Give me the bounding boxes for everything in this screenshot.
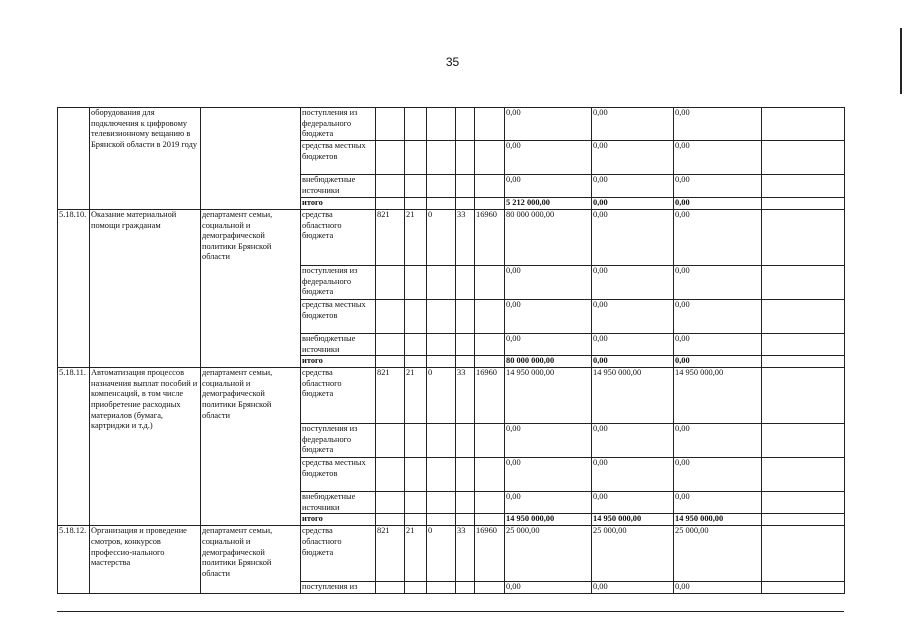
amount-cell: 0,00 xyxy=(505,334,592,356)
table-row xyxy=(58,526,845,582)
page-number: 35 xyxy=(445,55,460,69)
funding-source-cell: средства областного бюджета xyxy=(301,210,376,266)
budget-code-cell xyxy=(427,424,456,458)
amount-cell: 0,00 xyxy=(505,582,592,594)
amount-cell: 5 212 000,00 xyxy=(505,198,592,210)
empty-cell xyxy=(762,175,845,198)
executor-cell: департамент семьи, социальной и демографической политики Брянской области xyxy=(201,210,301,368)
amount-cell: 0,00 xyxy=(592,175,674,198)
budget-code-cell xyxy=(376,424,405,458)
empty-cell xyxy=(762,266,845,300)
budget-code-cell xyxy=(427,514,456,526)
budget-code-cell: 16960 xyxy=(475,210,505,266)
funding-source-cell: поступления из xyxy=(301,582,376,594)
budget-code-cell: 0 xyxy=(427,368,456,424)
amount-cell: 14 950 000,00 xyxy=(592,514,674,526)
funding-source-cell: поступления из федерального бюджета xyxy=(301,424,376,458)
budget-code-cell xyxy=(427,175,456,198)
empty-cell xyxy=(762,210,845,266)
budget-code-cell xyxy=(475,108,505,141)
scan-edge-mark xyxy=(900,28,902,94)
budget-code-cell xyxy=(376,514,405,526)
empty-cell xyxy=(762,334,845,356)
budget-code-cell xyxy=(456,266,475,300)
budget-code-cell: 21 xyxy=(405,210,427,266)
amount-cell: 0,00 xyxy=(505,175,592,198)
amount-cell: 0,00 xyxy=(592,458,674,492)
item-number-cell: 5.18.11. xyxy=(58,368,90,526)
amount-cell: 25 000,00 xyxy=(505,526,592,582)
budget-code-cell xyxy=(456,424,475,458)
budget-code-cell xyxy=(475,334,505,356)
budget-code-cell: 33 xyxy=(456,526,475,582)
budget-code-cell xyxy=(475,141,505,175)
budget-code-cell xyxy=(456,300,475,334)
budget-code-cell xyxy=(405,582,427,594)
budget-code-cell: 821 xyxy=(376,210,405,266)
amount-cell: 0,00 xyxy=(592,300,674,334)
budget-code-cell xyxy=(405,424,427,458)
budget-code-cell xyxy=(475,175,505,198)
amount-cell: 0,00 xyxy=(592,108,674,141)
amount-cell: 0,00 xyxy=(674,582,762,594)
amount-cell: 80 000 000,00 xyxy=(505,356,592,368)
empty-cell xyxy=(762,526,845,582)
budget-code-cell: 21 xyxy=(405,368,427,424)
budget-code-cell xyxy=(427,334,456,356)
table-row xyxy=(58,210,845,266)
budget-code-cell xyxy=(456,198,475,210)
funding-source-cell: итого xyxy=(301,198,376,210)
empty-cell xyxy=(762,368,845,424)
item-name-cell: Организация и проведение смотров, конкурсов профессио-нального мастерства xyxy=(90,526,201,594)
funding-source-cell: внебюджетные источники xyxy=(301,492,376,514)
amount-cell: 0,00 xyxy=(592,334,674,356)
budget-code-cell xyxy=(405,492,427,514)
amount-cell: 25 000,00 xyxy=(592,526,674,582)
budget-code-cell xyxy=(475,198,505,210)
amount-cell: 0,00 xyxy=(674,356,762,368)
budget-code-cell xyxy=(376,141,405,175)
table-row xyxy=(58,108,845,141)
amount-cell: 0,00 xyxy=(674,198,762,210)
budget-code-cell xyxy=(427,300,456,334)
budget-code-cell: 0 xyxy=(427,210,456,266)
amount-cell: 0,00 xyxy=(674,300,762,334)
budget-code-cell xyxy=(376,266,405,300)
empty-cell xyxy=(762,300,845,334)
budget-code-cell xyxy=(405,266,427,300)
funding-source-cell: поступления из федерального бюджета xyxy=(301,108,376,141)
amount-cell: 0,00 xyxy=(505,141,592,175)
empty-cell xyxy=(762,514,845,526)
empty-cell xyxy=(762,198,845,210)
budget-code-cell xyxy=(456,582,475,594)
budget-code-cell xyxy=(405,108,427,141)
budget-code-cell xyxy=(475,492,505,514)
budget-code-cell xyxy=(376,356,405,368)
amount-cell: 14 950 000,00 xyxy=(505,368,592,424)
budget-code-cell xyxy=(405,356,427,368)
budget-code-cell xyxy=(405,198,427,210)
budget-code-cell xyxy=(475,266,505,300)
budget-code-cell xyxy=(475,458,505,492)
item-name-cell: Оказание материальной помощи гражданам xyxy=(90,210,201,368)
budget-code-cell xyxy=(427,141,456,175)
budget-code-cell xyxy=(475,514,505,526)
amount-cell: 0,00 xyxy=(592,198,674,210)
budget-code-cell xyxy=(427,266,456,300)
item-name-cell: Автоматизация процессов назначения выплат пособий и компенсаций, в том числе приобретение расходных материалов (бумага, картриджи и т.д.) xyxy=(90,368,201,526)
budget-code-cell: 16960 xyxy=(475,368,505,424)
funding-source-cell: средства областного бюджета xyxy=(301,526,376,582)
budget-code-cell xyxy=(405,334,427,356)
budget-table xyxy=(57,107,845,594)
budget-code-cell xyxy=(475,424,505,458)
funding-source-cell: поступления из федерального бюджета xyxy=(301,266,376,300)
budget-code-cell xyxy=(376,198,405,210)
amount-cell: 80 000 000,00 xyxy=(505,210,592,266)
empty-cell xyxy=(762,356,845,368)
amount-cell: 0,00 xyxy=(592,266,674,300)
budget-code-cell xyxy=(456,141,475,175)
funding-source-cell: средства местных бюджетов xyxy=(301,458,376,492)
amount-cell: 0,00 xyxy=(674,266,762,300)
budget-code-cell xyxy=(456,334,475,356)
budget-code-cell xyxy=(376,334,405,356)
executor-cell: департамент семьи, социальной и демографической политики Брянской области xyxy=(201,526,301,594)
budget-code-cell xyxy=(405,141,427,175)
amount-cell: 0,00 xyxy=(592,424,674,458)
budget-code-cell xyxy=(376,300,405,334)
amount-cell: 0,00 xyxy=(592,492,674,514)
budget-code-cell xyxy=(376,108,405,141)
amount-cell: 0,00 xyxy=(674,210,762,266)
funding-source-cell: средства местных бюджетов xyxy=(301,141,376,175)
budget-code-cell xyxy=(376,458,405,492)
amount-cell: 0,00 xyxy=(674,492,762,514)
amount-cell: 0,00 xyxy=(592,356,674,368)
budget-code-cell xyxy=(405,300,427,334)
amount-cell: 0,00 xyxy=(674,458,762,492)
budget-code-cell: 33 xyxy=(456,210,475,266)
amount-cell: 0,00 xyxy=(674,141,762,175)
budget-code-cell: 821 xyxy=(376,368,405,424)
budget-code-cell xyxy=(376,492,405,514)
amount-cell: 0,00 xyxy=(505,266,592,300)
amount-cell: 0,00 xyxy=(592,210,674,266)
budget-code-cell xyxy=(456,356,475,368)
budget-code-cell xyxy=(376,582,405,594)
executor-cell: департамент семьи, социальной и демографической политики Брянской области xyxy=(201,368,301,526)
empty-cell xyxy=(762,458,845,492)
budget-code-cell xyxy=(427,198,456,210)
budget-code-cell: 21 xyxy=(405,526,427,582)
funding-source-cell: итого xyxy=(301,356,376,368)
amount-cell: 14 950 000,00 xyxy=(674,514,762,526)
budget-code-cell: 821 xyxy=(376,526,405,582)
item-name-cell: оборудования для подключения к цифровому телевизионному вещанию в Брянской области в 2019 году xyxy=(90,108,201,210)
item-number-cell: 5.18.10. xyxy=(58,210,90,368)
budget-code-cell xyxy=(427,458,456,492)
amount-cell: 0,00 xyxy=(505,108,592,141)
table-row xyxy=(58,368,845,424)
budget-code-cell xyxy=(405,458,427,492)
empty-cell xyxy=(762,141,845,175)
amount-cell: 0,00 xyxy=(505,492,592,514)
budget-code-cell xyxy=(475,582,505,594)
budget-code-cell xyxy=(456,492,475,514)
budget-code-cell: 0 xyxy=(427,526,456,582)
amount-cell: 14 950 000,00 xyxy=(674,368,762,424)
funding-source-cell: средства местных бюджетов xyxy=(301,300,376,334)
amount-cell: 0,00 xyxy=(505,424,592,458)
budget-code-cell xyxy=(456,514,475,526)
amount-cell: 14 950 000,00 xyxy=(592,368,674,424)
funding-source-cell: средства областного бюджета xyxy=(301,368,376,424)
amount-cell: 0,00 xyxy=(674,175,762,198)
budget-code-cell xyxy=(456,458,475,492)
funding-source-cell: внебюджетные источники xyxy=(301,334,376,356)
amount-cell: 0,00 xyxy=(505,300,592,334)
amount-cell: 0,00 xyxy=(674,108,762,141)
funding-source-cell: итого xyxy=(301,514,376,526)
amount-cell: 0,00 xyxy=(592,582,674,594)
funding-source-cell: внебюджетные источники xyxy=(301,175,376,198)
budget-code-cell xyxy=(427,356,456,368)
budget-code-cell: 16960 xyxy=(475,526,505,582)
table-bottom-rule xyxy=(57,611,844,612)
budget-code-cell: 33 xyxy=(456,368,475,424)
budget-code-cell xyxy=(405,175,427,198)
budget-code-cell xyxy=(376,175,405,198)
budget-code-cell xyxy=(427,492,456,514)
amount-cell: 0,00 xyxy=(505,458,592,492)
item-number-cell: 5.18.12. xyxy=(58,526,90,594)
budget-code-cell xyxy=(475,356,505,368)
budget-code-cell xyxy=(456,108,475,141)
budget-code-cell xyxy=(427,108,456,141)
amount-cell: 14 950 000,00 xyxy=(505,514,592,526)
amount-cell: 25 000,00 xyxy=(674,526,762,582)
executor-cell xyxy=(201,108,301,210)
budget-code-cell xyxy=(405,514,427,526)
budget-code-cell xyxy=(475,300,505,334)
budget-code-cell xyxy=(427,582,456,594)
empty-cell xyxy=(762,424,845,458)
budget-code-cell xyxy=(456,175,475,198)
item-number-cell xyxy=(58,108,90,210)
amount-cell: 0,00 xyxy=(674,424,762,458)
empty-cell xyxy=(762,108,845,141)
empty-cell xyxy=(762,492,845,514)
amount-cell: 0,00 xyxy=(674,334,762,356)
empty-cell xyxy=(762,582,845,594)
amount-cell: 0,00 xyxy=(592,141,674,175)
